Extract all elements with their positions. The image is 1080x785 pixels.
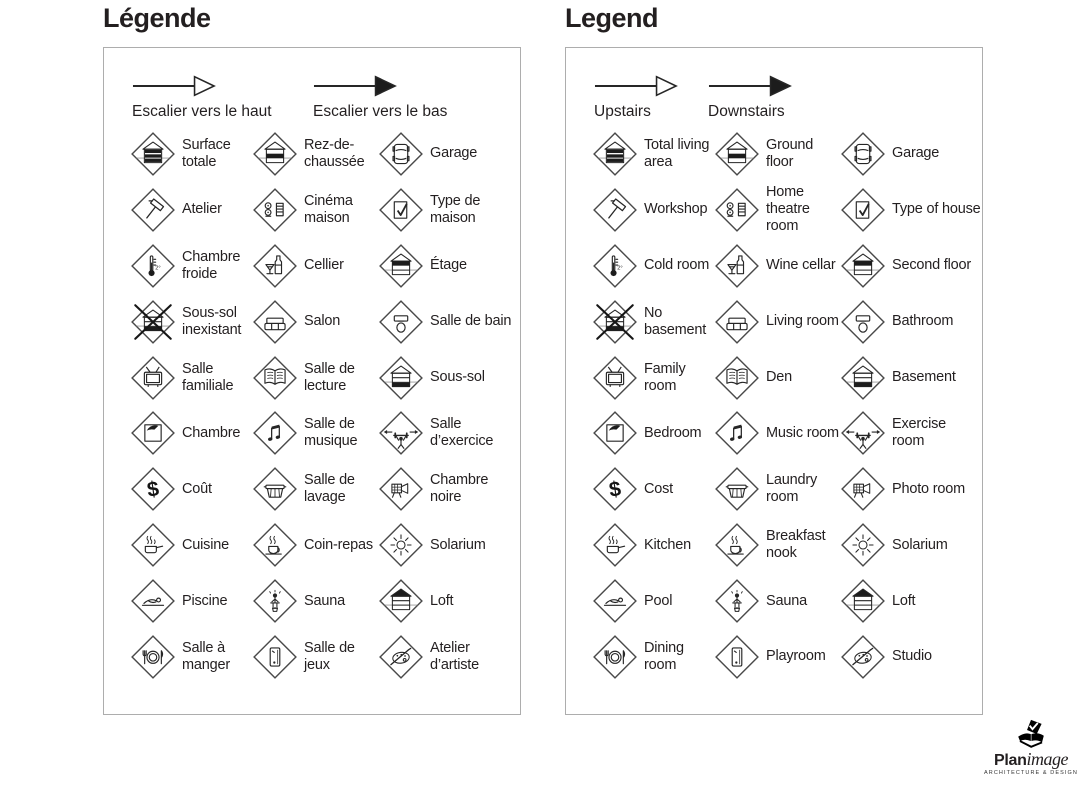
laundry-basket-icon	[714, 466, 760, 512]
legend-item-label: Garage	[430, 145, 478, 162]
legend-item-label: Type of house	[892, 201, 981, 218]
brand-bold: Plan	[993, 752, 1027, 769]
legend-item	[714, 238, 840, 294]
house-second-floor-icon	[378, 243, 424, 289]
legend-item	[130, 294, 252, 350]
legend-item	[840, 517, 982, 573]
pinball-table-icon	[714, 634, 760, 680]
legend-item	[592, 517, 714, 573]
legend-item-label: Second floor	[892, 257, 972, 274]
legend-item	[714, 629, 840, 685]
legend-item-label: Chambre froide	[182, 248, 241, 282]
legend-panel-french	[103, 47, 521, 715]
thermometer-icon	[592, 243, 638, 289]
legend-item-label: Living room	[766, 313, 839, 330]
legend-grid-en	[566, 126, 982, 685]
legend-item-label: Atelier d’artiste	[430, 639, 479, 673]
legend-item	[252, 405, 378, 461]
stairs-down-entry	[313, 73, 447, 121]
legend-item-label: Salle familiale	[182, 360, 234, 394]
legend-item	[130, 182, 252, 238]
legend-item	[840, 294, 982, 350]
legend-item	[714, 461, 840, 517]
legend-item	[840, 238, 982, 294]
wine-bottle-glass-icon	[714, 243, 760, 289]
legend-item	[714, 182, 840, 238]
legend-item	[592, 126, 714, 182]
hammer-icon	[592, 187, 638, 233]
stairs-down-label: Escalier vers le bas	[313, 103, 448, 120]
legend-item-label: Loft	[430, 592, 454, 609]
legend-item-label: Ground floor	[766, 136, 814, 170]
legend-item-label: Exercise room	[892, 416, 946, 450]
legend-item	[252, 294, 378, 350]
legend-item	[592, 182, 714, 238]
thermometer-icon	[130, 243, 176, 289]
legend-item	[252, 238, 378, 294]
legend-item	[378, 350, 520, 406]
legend-item	[252, 629, 378, 685]
legend-item-label: Wine cellar	[766, 257, 836, 274]
legend-item-label: Home theatre room	[766, 184, 810, 235]
legend-item-label: Rez-de-chaussée	[304, 136, 365, 170]
bed-icon	[130, 410, 176, 456]
swimmer-icon	[130, 578, 176, 624]
brand-italic: image	[1026, 749, 1069, 769]
coffee-cup-icon	[714, 522, 760, 568]
dollar-sign-icon	[592, 466, 638, 512]
legend-item-label: Sous-sol	[430, 369, 485, 385]
weightlifter-icon	[378, 410, 424, 456]
legend-item-label: Bathroom	[892, 313, 954, 330]
legend-item	[378, 517, 520, 573]
legend-item-label: Salle de jeux	[304, 639, 355, 673]
legend-item-label: Photo room	[892, 480, 965, 497]
legend-item	[378, 238, 520, 294]
legend-panel-english	[565, 47, 983, 715]
arrow-filled-icon	[708, 73, 794, 99]
legend-item	[252, 461, 378, 517]
house-ground-floor-icon	[714, 131, 760, 177]
cooking-pot-icon	[592, 522, 638, 568]
sun-icon	[840, 522, 886, 568]
legend-item-label: Salle à manger	[182, 639, 230, 673]
legend-item-label: Type de maison	[430, 192, 481, 226]
legend-item	[130, 517, 252, 573]
legend-item-label: Cinéma maison	[304, 192, 353, 226]
legend-item	[378, 629, 520, 685]
camera-projector-icon	[378, 466, 424, 512]
legend-item-label: No basement	[644, 304, 707, 338]
legend-item-label: Kitchen	[644, 536, 691, 553]
legend-item-label: Family room	[644, 360, 686, 394]
sauna-person-icon	[252, 578, 298, 624]
legend-item	[840, 461, 982, 517]
legend-item-label: Étage	[430, 257, 467, 274]
checklist-icon	[840, 187, 886, 233]
house-loft-icon	[378, 578, 424, 624]
house-all-floors-icon	[130, 131, 176, 177]
legend-item	[714, 350, 840, 406]
legend-item	[130, 126, 252, 182]
legend-item-label: Salle de bain	[430, 313, 512, 330]
music-notes-icon	[714, 410, 760, 456]
sofa-icon	[714, 299, 760, 345]
legend-item-label: Salle de lecture	[304, 360, 355, 394]
legend-item	[130, 350, 252, 406]
wine-bottle-glass-icon	[252, 243, 298, 289]
legend-item-label: Cellier	[304, 257, 344, 274]
legend-item	[714, 517, 840, 573]
open-book-icon	[714, 355, 760, 401]
legend-item-label: Salon	[304, 313, 341, 330]
toilet-icon	[378, 299, 424, 345]
legend-item-label: Coût	[182, 480, 212, 497]
legend-item	[714, 405, 840, 461]
legend-item-label: Bedroom	[644, 424, 702, 441]
planimage-logo	[982, 719, 1080, 776]
legend-item	[592, 238, 714, 294]
stairs-down-entry	[708, 73, 794, 121]
legend-item-label: Cold room	[644, 257, 710, 274]
house-loft-icon	[840, 578, 886, 624]
pinball-table-icon	[252, 634, 298, 680]
stairs-up-label: Upstairs	[594, 103, 651, 120]
music-notes-icon	[252, 410, 298, 456]
legend-item	[378, 573, 520, 629]
plate-cutlery-icon	[130, 634, 176, 680]
plate-cutlery-icon	[592, 634, 638, 680]
legend-item-label: Surface totale	[182, 136, 231, 170]
legend-grid-fr	[104, 126, 520, 685]
legend-item	[378, 294, 520, 350]
planimage-logo-icon	[1013, 719, 1049, 749]
projector-screen-icon	[252, 187, 298, 233]
legend-item-label: Basement	[892, 369, 956, 385]
legend-item	[592, 294, 714, 350]
hammer-icon	[130, 187, 176, 233]
open-book-icon	[252, 355, 298, 401]
legend-item-label: Cuisine	[182, 536, 229, 553]
house-second-floor-icon	[840, 243, 886, 289]
legend-item-label: Total living area	[644, 136, 710, 170]
legend-item	[592, 461, 714, 517]
stairs-up-entry	[594, 73, 708, 121]
legend-item-label: Chambre	[182, 424, 241, 441]
legend-item	[252, 126, 378, 182]
legend-item-label: Salle de lavage	[304, 472, 355, 506]
legend-item	[378, 405, 520, 461]
legend-item-label: Atelier	[182, 201, 222, 218]
swimmer-icon	[592, 578, 638, 624]
sauna-person-icon	[714, 578, 760, 624]
legend-item	[130, 629, 252, 685]
legend-item	[378, 126, 520, 182]
legend-item	[714, 126, 840, 182]
planimage-tagline: ARCHITECTURE & DESIGN	[984, 770, 1078, 776]
legend-item-label: Workshop	[644, 201, 708, 218]
tv-icon	[130, 355, 176, 401]
house-basement-icon	[840, 355, 886, 401]
stairs-up-entry	[132, 73, 313, 121]
coffee-cup-icon	[252, 522, 298, 568]
arrow-filled-icon	[313, 73, 399, 99]
stairs-down-label: Downstairs	[708, 103, 785, 120]
legend-item-label: Den	[766, 369, 792, 385]
legend-item	[130, 461, 252, 517]
legend-item-label: Studio	[892, 648, 932, 665]
stairs-up-label: Escalier vers le haut	[132, 103, 272, 120]
weightlifter-icon	[840, 410, 886, 456]
legend-item	[840, 350, 982, 406]
legend-item	[840, 573, 982, 629]
toilet-icon	[840, 299, 886, 345]
legend-item-label: Sauna	[304, 592, 345, 609]
legend-item-label: Cost	[644, 480, 674, 497]
legend-item-label: Garage	[892, 145, 940, 162]
planimage-brand	[982, 751, 1080, 769]
house-ground-floor-icon	[252, 131, 298, 177]
dollar-sign-icon	[130, 466, 176, 512]
legend-item	[714, 573, 840, 629]
car-icon	[840, 131, 886, 177]
legend-item-label: Solarium	[430, 536, 486, 553]
cooking-pot-icon	[130, 522, 176, 568]
legend-item-label: Laundry room	[766, 472, 817, 506]
legend-item	[714, 294, 840, 350]
legend-item-label: Solarium	[892, 536, 948, 553]
legend-item-label: Piscine	[182, 592, 228, 609]
stairs-arrows-en	[566, 48, 982, 121]
legend-item	[252, 350, 378, 406]
car-icon	[378, 131, 424, 177]
sun-icon	[378, 522, 424, 568]
legend-item-label: Sous-sol inexistant	[182, 304, 242, 338]
legend-item-label: Coin-repas	[304, 536, 373, 553]
legend-item	[130, 238, 252, 294]
legend-item-label: Salle de musique	[304, 416, 358, 450]
legend-item	[130, 573, 252, 629]
legend-item-label: Dining room	[644, 639, 684, 673]
bed-icon	[592, 410, 638, 456]
arrow-outline-icon	[594, 73, 680, 99]
legend-item-label: Loft	[892, 592, 916, 609]
legend-item-label: Chambre noire	[430, 472, 489, 506]
legend-item	[252, 517, 378, 573]
legend-item	[592, 629, 714, 685]
house-all-floors-icon	[592, 131, 638, 177]
tv-icon	[592, 355, 638, 401]
legend-item	[840, 182, 982, 238]
camera-projector-icon	[840, 466, 886, 512]
legend-item	[840, 629, 982, 685]
legend-item	[252, 573, 378, 629]
legend-item-label: Breakfast nook	[766, 528, 826, 562]
house-crossed-out-icon	[592, 299, 638, 345]
checklist-icon	[378, 187, 424, 233]
palette-brush-icon	[840, 634, 886, 680]
legend-item-label: Sauna	[766, 592, 807, 609]
legend-item-label: Pool	[644, 592, 673, 609]
legend-item	[378, 461, 520, 517]
panel-title-legende: Légende	[103, 3, 211, 33]
legend-item	[592, 350, 714, 406]
house-basement-icon	[378, 355, 424, 401]
legend-item-label: Music room	[766, 424, 839, 441]
legend-item	[130, 405, 252, 461]
laundry-basket-icon	[252, 466, 298, 512]
legend-item	[840, 405, 982, 461]
legend-item-label: Playroom	[766, 648, 826, 665]
legend-item	[592, 405, 714, 461]
sofa-icon	[252, 299, 298, 345]
house-crossed-out-icon	[130, 299, 176, 345]
panel-title-legend: Legend	[565, 3, 659, 33]
projector-screen-icon	[714, 187, 760, 233]
legend-item	[252, 182, 378, 238]
stairs-arrows-fr	[104, 48, 520, 121]
arrow-outline-icon	[132, 73, 218, 99]
palette-brush-icon	[378, 634, 424, 680]
legend-item	[378, 182, 520, 238]
legend-item-label: Salle d’exercice	[430, 416, 494, 450]
legend-item	[592, 573, 714, 629]
legend-item	[840, 126, 982, 182]
